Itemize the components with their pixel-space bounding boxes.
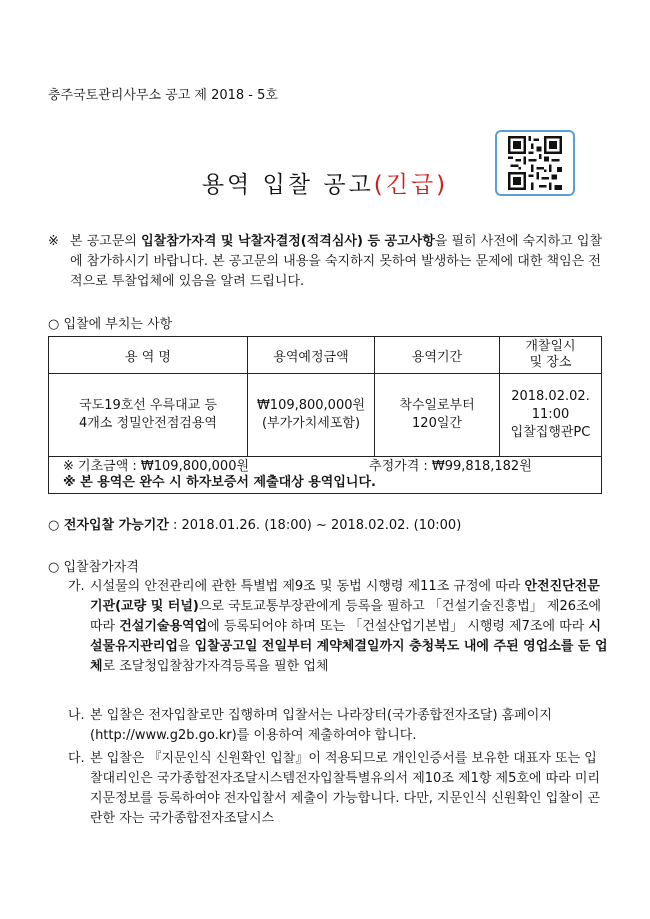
cell-amount [248, 374, 375, 457]
header-amount: 용역예정금액 [248, 337, 375, 374]
header-period: 용역기간 [375, 337, 500, 374]
cell-period [375, 374, 500, 457]
bid-period-value: : 2018.01.26. (18:00) ~ 2018.02.02. (10:00) [168, 518, 462, 533]
item-a-text-5: 로 조달청입찰참가자격등록을 필한 업체 [102, 659, 329, 674]
item-marker: 나. [68, 708, 85, 723]
reference-mark: ※ [48, 234, 59, 249]
opening-date: 2018.02.02. [511, 389, 590, 404]
item-c-text: 본 입찰은 『지문인식 신원확인 입찰』이 적용되므로 개인인증서를 보유한 대표자 또는 입찰대리인은 국가종합전자조달시스템전자입찰특별유의서 제10조 제1항 제5호에 따라 미리 지문정보를 등록하여야 전자입찰서 제출이 가능합니다. 다만, 지문인식 신원확인 입찰이 곤란한 자는 국가종합전자조달시스 [90, 751, 601, 826]
intro-text-1: 본 공고문의 [70, 234, 142, 249]
service-name-line2: 4개소 정밀안전점검용역 [79, 416, 217, 431]
item-a-bold-1: 안전진단전문기관(교량 및 터널) [90, 579, 600, 614]
header-service-name: 용 역 명 [49, 337, 248, 374]
section-heading-qualification: ○ 입찰참가자격 [48, 560, 139, 575]
notice-number: 충주국토관리사무소 공고 제 2018 - 5호 [48, 88, 278, 103]
item-marker: 가. [68, 579, 85, 594]
qualification-item-c [68, 749, 608, 829]
bid-period-label: ○ 전자입찰 가능기간 [48, 518, 169, 533]
intro-notice [48, 232, 608, 292]
item-a-bold-4: 입찰공고일 전일부터 계약체결일까지 충청북도 내에 주된 영업소를 둔 업체 [90, 639, 608, 674]
opening-place: 입찰집행관PC [510, 425, 591, 440]
title-urgent-tag: (긴급) [373, 172, 449, 198]
intro-bold: 입찰참가자격 및 낙찰자결정(적격심사) 등 공고사항 [141, 234, 435, 249]
item-a-text-1: 시설물의 안전관리에 관한 특별법 제9조 및 동법 시행령 제11조 규정에 따라 [90, 579, 525, 594]
title-main: 용역 입찰 공고 [201, 172, 374, 198]
cell-opening [500, 374, 602, 457]
base-amount: ※ 기초금액 : ₩109,800,000원 [63, 459, 250, 474]
estimated-price: 추정가격 : ₩99,818,182원 [369, 459, 532, 474]
qualification-item-b [68, 706, 608, 746]
amount-line1: ₩109,800,000원 [256, 398, 366, 413]
opening-time: 11:00 [531, 407, 570, 422]
qualification-item-a [68, 577, 608, 677]
cell-service-name [49, 374, 248, 457]
item-a-bold-3: 시설물유지관리업 [90, 619, 601, 654]
amount-line2: (부가가치세포함) [261, 416, 361, 431]
intro-text-2: 을 필히 사전에 숙지하고 입찰에 참가하시기 바랍니다. 본 공고문의 내용을 숙지하지 못하여 발생하는 문제에 대한 책임은 전적으로 투찰업체에 있음을 알려 드립니다. [70, 234, 603, 289]
warranty-note: ※ 본 용역은 완수 시 하자보증서 제출대상 용역입니다. [63, 475, 376, 490]
table-footnote [49, 457, 602, 494]
item-a-bold-2: 건설기술용역업 [119, 619, 208, 634]
item-a-text-4: 을 [177, 639, 195, 654]
item-marker: 다. [68, 751, 85, 766]
section-heading-bid-items: ○ 입찰에 부치는 사항 [48, 317, 173, 332]
section-bid-period [48, 514, 461, 533]
service-name-line1: 국도19호선 우륵대교 등 [79, 398, 217, 413]
item-a-text-2: 으로 국토교통부장관에게 등록을 필하고 「건설기술진흥법」 제26조에 따라 [90, 599, 602, 634]
period-line1: 착수일로부터 [399, 398, 475, 413]
bid-items-table [48, 336, 602, 494]
item-a-text-3: 에 등록되어야 하며 또는 「건설산업기본법」 시행령 제7조에 따라 [207, 619, 589, 634]
page-title [0, 166, 650, 199]
header-opening: 개찰일시 및 장소 [500, 337, 602, 374]
item-b-text: 본 입찰은 전자입찰로만 집행하며 입찰서는 나라장터(국가종합전자조달) 홈페이지(http://www.g2b.go.kr)를 이용하여 제출하여야 합니다. [90, 708, 552, 743]
period-line2: 120일간 [412, 416, 462, 431]
